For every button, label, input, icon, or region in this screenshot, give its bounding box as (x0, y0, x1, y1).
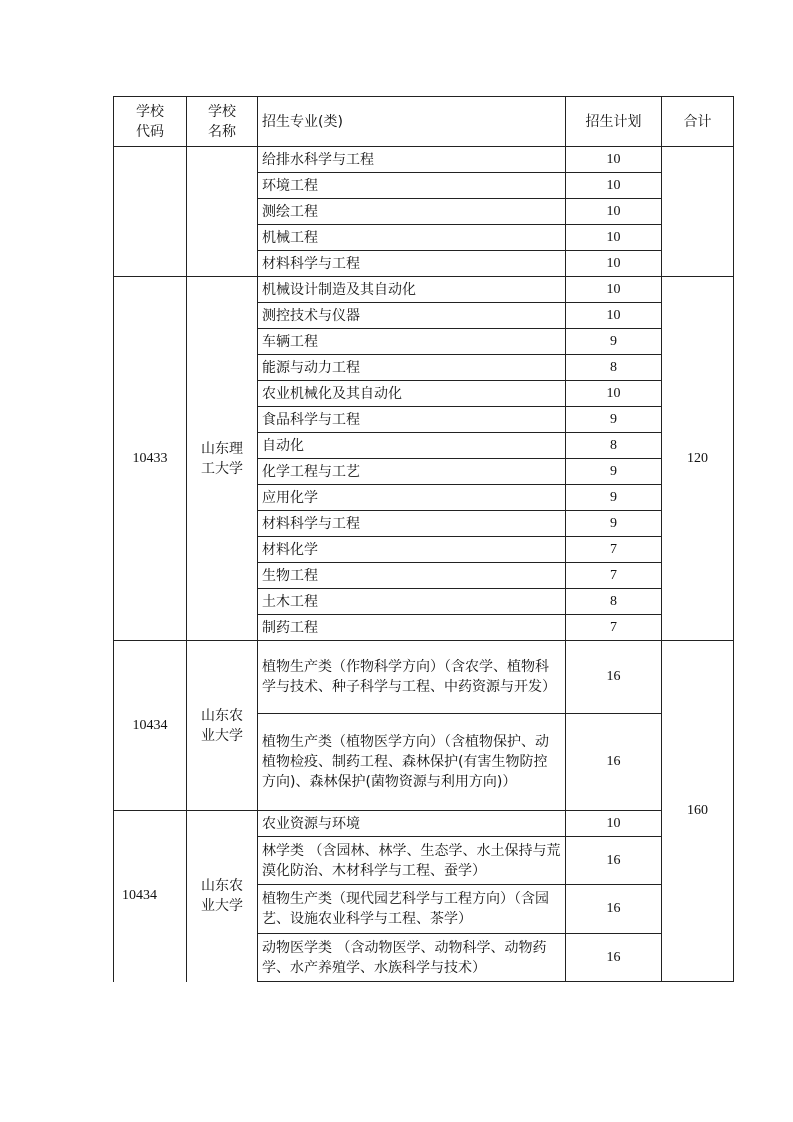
major-cell: 能源与动力工程 (258, 355, 566, 381)
header-major: 招生专业(类) (258, 97, 566, 147)
major-cell: 林学类 （含园林、林学、生态学、水土保持与荒漠化防治、木材科学与工程、蚕学） (258, 837, 566, 885)
header-plan: 招生计划 (566, 97, 662, 147)
major-cell: 农业机械化及其自动化 (258, 381, 566, 407)
school-name-cell: 山东农 业大学 (187, 641, 258, 811)
plan-cell: 7 (566, 563, 662, 589)
school-name-cell: 山东农 业大学 (187, 811, 258, 982)
plan-cell: 7 (566, 615, 662, 641)
major-cell: 给排水科学与工程 (258, 147, 566, 173)
header-school-code: 学校 代码 (114, 97, 187, 147)
plan-cell: 10 (566, 811, 662, 837)
major-cell: 农业资源与环境 (258, 811, 566, 837)
plan-cell: 10 (566, 173, 662, 199)
major-cell: 机械工程 (258, 225, 566, 251)
table-row (114, 811, 734, 837)
header-total: 合计 (662, 97, 734, 147)
plan-cell: 8 (566, 355, 662, 381)
plan-cell: 16 (566, 837, 662, 885)
header-school-name: 学校 名称 (187, 97, 258, 147)
major-cell: 机械设计制造及其自动化 (258, 277, 566, 303)
plan-cell: 7 (566, 537, 662, 563)
plan-cell: 16 (566, 885, 662, 934)
school-code-cell: 10433 (114, 277, 187, 641)
table-row (114, 147, 734, 173)
plan-cell: 9 (566, 407, 662, 433)
major-cell: 动物医学类 （含动物医学、动物科学、动物药学、水产养殖学、水族科学与技术） (258, 934, 566, 982)
table-row (114, 277, 734, 303)
table-row (114, 641, 734, 714)
major-cell: 植物生产类（现代园艺科学与工程方向）（含园艺、设施农业科学与工程、茶学） (258, 885, 566, 934)
plan-cell: 9 (566, 459, 662, 485)
school-code-cell: 10434 (114, 641, 187, 811)
total-cell: 120 (662, 277, 734, 641)
plan-cell: 9 (566, 329, 662, 355)
plan-cell: 10 (566, 303, 662, 329)
major-cell: 植物生产类（作物科学方向）（含农学、植物科学与技术、种子科学与工程、中药资源与开发） (258, 641, 566, 714)
school-name-cell (187, 147, 258, 277)
plan-cell: 8 (566, 589, 662, 615)
major-cell: 车辆工程 (258, 329, 566, 355)
major-cell: 材料科学与工程 (258, 511, 566, 537)
major-cell: 化学工程与工艺 (258, 459, 566, 485)
major-cell: 测绘工程 (258, 199, 566, 225)
header-row (114, 97, 734, 147)
major-cell: 植物生产类（植物医学方向）（含植物保护、动植物检疫、制药工程、森林保护(有害生物防控方向)、森林保护(菌物资源与利用方向)） (258, 714, 566, 811)
major-cell: 制药工程 (258, 615, 566, 641)
major-cell: 自动化 (258, 433, 566, 459)
school-code-cell (114, 147, 187, 277)
major-cell: 土木工程 (258, 589, 566, 615)
plan-cell: 10 (566, 251, 662, 277)
school-code-cell: 10434 (114, 811, 187, 982)
plan-cell: 16 (566, 714, 662, 811)
enrollment-plan-table (113, 96, 734, 982)
plan-cell: 10 (566, 147, 662, 173)
school-name-cell: 山东理 工大学 (187, 277, 258, 641)
major-cell: 应用化学 (258, 485, 566, 511)
plan-cell: 10 (566, 225, 662, 251)
major-cell: 生物工程 (258, 563, 566, 589)
plan-cell: 10 (566, 277, 662, 303)
major-cell: 材料科学与工程 (258, 251, 566, 277)
major-cell: 材料化学 (258, 537, 566, 563)
plan-cell: 16 (566, 641, 662, 714)
total-cell (662, 147, 734, 277)
total-cell: 160 (662, 641, 734, 982)
plan-cell: 9 (566, 511, 662, 537)
plan-cell: 8 (566, 433, 662, 459)
plan-cell: 16 (566, 934, 662, 982)
major-cell: 环境工程 (258, 173, 566, 199)
plan-cell: 10 (566, 199, 662, 225)
major-cell: 测控技术与仪器 (258, 303, 566, 329)
plan-cell: 10 (566, 381, 662, 407)
plan-cell: 9 (566, 485, 662, 511)
major-cell: 食品科学与工程 (258, 407, 566, 433)
